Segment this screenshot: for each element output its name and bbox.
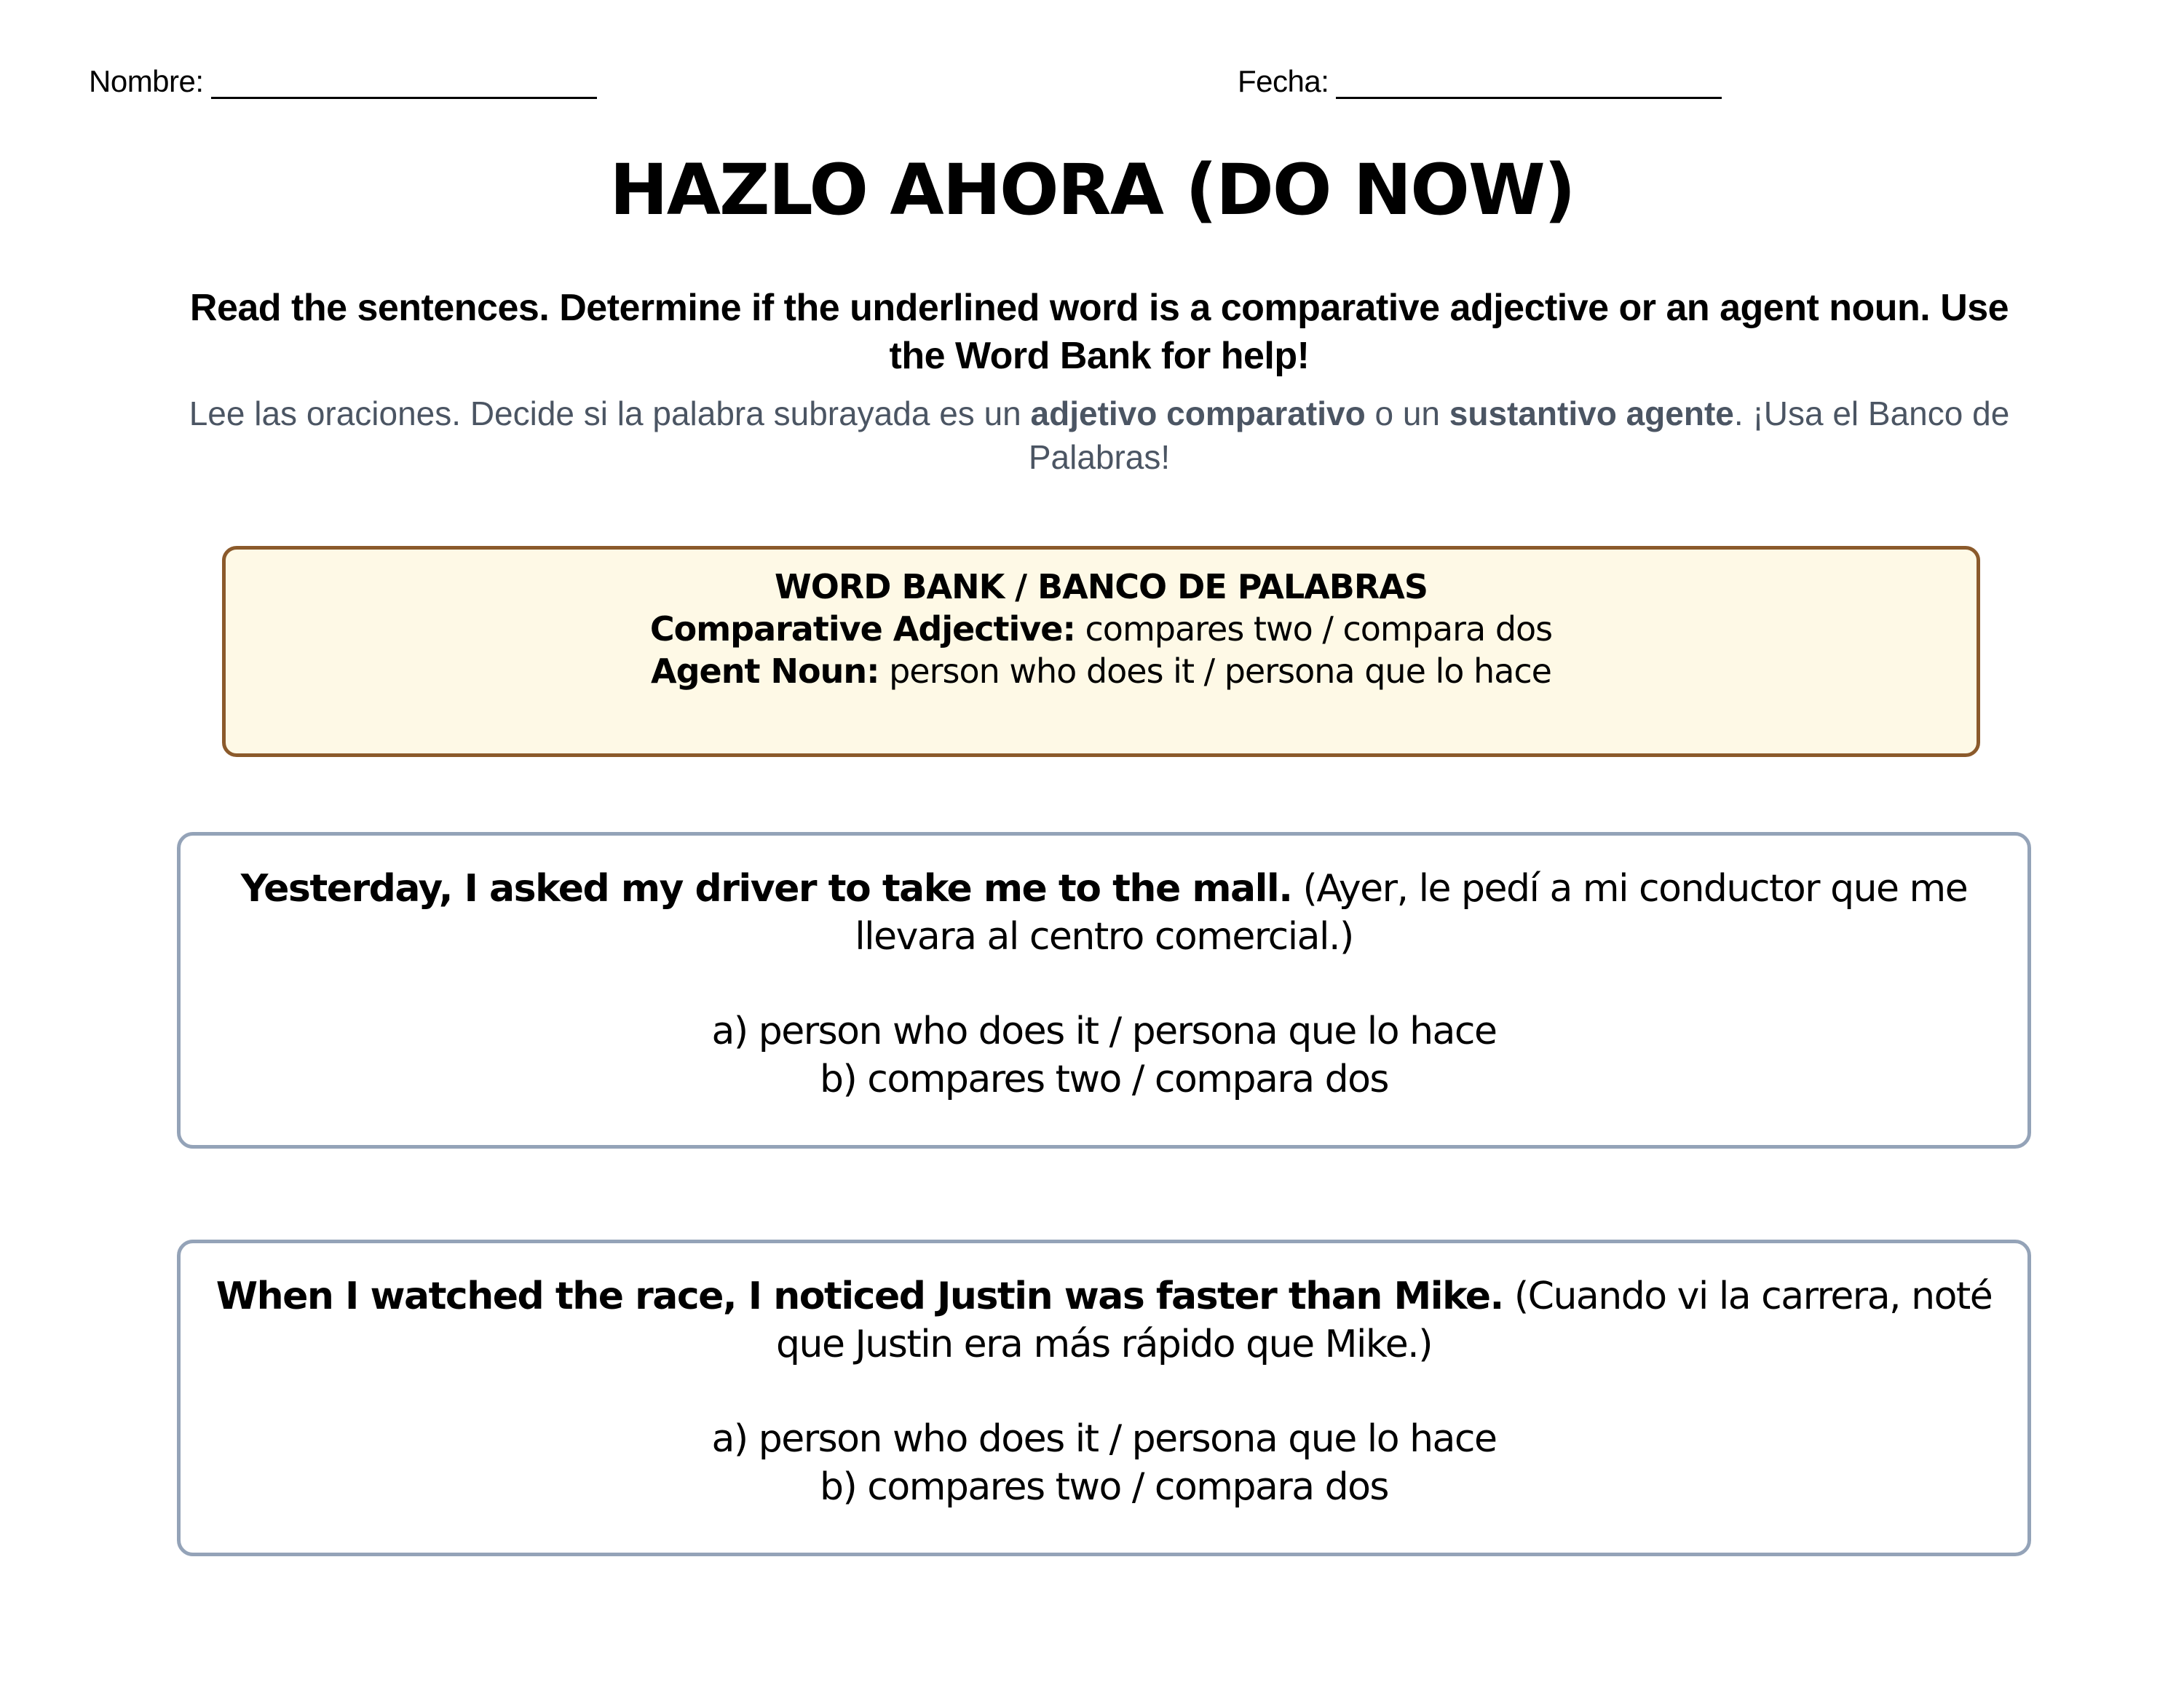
date-blank-line[interactable] <box>1336 69 1722 99</box>
instructions-spanish-bold: adjetivo comparativo <box>1030 395 1366 432</box>
name-blank-line[interactable] <box>211 69 597 99</box>
answer-options <box>195 1415 2013 1511</box>
question-sentence <box>195 865 2013 961</box>
instructions-spanish-text: Lee las oraciones. Decide si la palabra subrayada es un <box>189 395 1031 432</box>
instructions-spanish-text: . ¡Usa el Banco de Palabras! <box>1028 395 2010 476</box>
question-translation: (Ayer, le pedí a mi conductor que me llevara al centro comercial.) <box>855 867 1968 959</box>
word-bank-item <box>226 608 1977 650</box>
option-b[interactable]: b) compares two / compara dos <box>819 1465 1389 1509</box>
instructions-spanish-text: o un <box>1365 395 1449 432</box>
question-card <box>177 1240 2031 1556</box>
instructions-spanish-bold: sustantivo agente <box>1449 395 1734 432</box>
question-english: When I watched the race, I noticed Justin was faster than Mike. <box>215 1275 1503 1318</box>
instructions-spanish <box>167 392 2031 479</box>
date-label: Fecha: <box>1238 64 1329 98</box>
instructions-english: Read the sentences. Determine if the underlined word is a comparative adjective or an agent noun. Use the Word Bank for help! <box>189 287 2009 377</box>
option-b[interactable]: b) compares two / compara dos <box>819 1058 1389 1101</box>
word-bank <box>222 546 1980 757</box>
answer-options <box>195 1007 2013 1103</box>
word-bank-definition: compares two / compara dos <box>1075 609 1553 649</box>
word-bank-term: Agent Noun: <box>651 651 879 691</box>
date-field <box>1238 64 1722 99</box>
option-a[interactable]: a) person who does it / persona que lo hace <box>711 1010 1497 1053</box>
word-bank-term: Comparative Adjective: <box>649 609 1075 649</box>
word-bank-item <box>226 650 1977 692</box>
question-sentence <box>195 1272 2013 1368</box>
question-card <box>177 832 2031 1149</box>
word-bank-title: WORD BANK / BANCO DE PALABRAS <box>775 567 1428 606</box>
word-bank-definition: person who does it / persona que lo hace <box>879 651 1551 691</box>
question-translation: (Cuando vi la carrera, noté que Justin era más rápido que Mike.) <box>775 1275 1993 1366</box>
name-field <box>89 64 597 99</box>
name-label: Nombre: <box>89 64 204 98</box>
page-title: HAZLO AHORA (DO NOW) <box>609 149 1575 231</box>
option-a[interactable]: a) person who does it / persona que lo hace <box>711 1417 1497 1461</box>
question-english: Yesterday, I asked my driver to take me to the mall. <box>240 867 1292 911</box>
